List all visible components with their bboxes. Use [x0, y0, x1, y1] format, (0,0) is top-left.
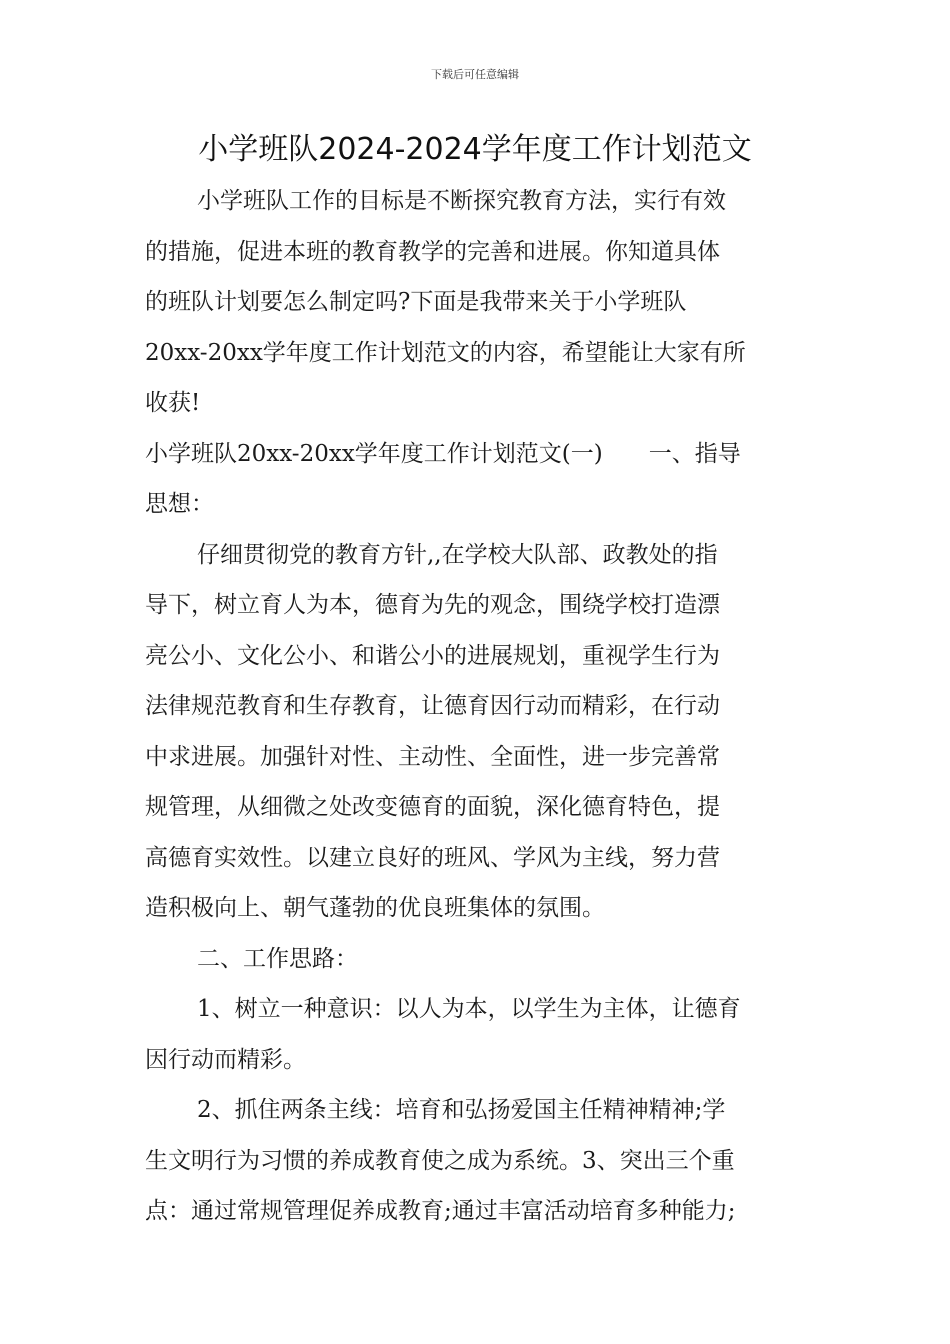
- body-line: 高德育实效性。以建立良好的班风、学风为主线，努力营: [145, 844, 720, 871]
- page-header-note: 下载后可任意编辑: [431, 68, 519, 81]
- body-line: 生文明行为习惯的养成教育使之成为系统。3、突出三个重: [145, 1147, 735, 1174]
- document-body: [145, 176, 807, 1237]
- body-line: 中求进展。加强针对性、主动性、全面性，进一步完善常: [145, 743, 720, 770]
- body-line: 的措施，促进本班的教育教学的完善和进展。你知道具体: [145, 238, 720, 265]
- section-heading: 二、工作思路：: [197, 945, 358, 972]
- body-line: 造积极向上、朝气蓬勃的优良班集体的氛围。: [145, 895, 605, 921]
- body-line: 亮公小、文化公小、和谐公小的进展规划，重视学生行为: [145, 642, 720, 669]
- body-line: 收获!: [145, 390, 201, 416]
- body-line: 因行动而精彩。: [145, 1046, 306, 1073]
- body-line: 法律规范教育和生存教育，让德育因行动而精彩，在行动: [145, 693, 720, 719]
- body-line: 点：通过常规管理促养成教育;通过丰富活动培育多种能力;: [145, 1198, 736, 1224]
- body-line: 1、树立一种意识：以人为本，以学生为主体，让德育: [197, 996, 741, 1022]
- body-line: 导下，树立育人为本，德育为先的观念，围绕学校打造漂: [145, 592, 720, 618]
- body-line: 小学班队20xx-20xx学年度工作计划范文(一) 一、指导: [145, 440, 741, 467]
- body-line: 的班队计划要怎么制定吗?下面是我带来关于小学班队: [145, 289, 687, 315]
- body-line: 仔细贯彻党的教育方针,,在学校大队部、政教处的指: [197, 541, 718, 568]
- body-line: 思想：: [145, 491, 214, 517]
- body-line: 20xx-20xx学年度工作计划范文的内容，希望能让大家有所: [145, 339, 746, 366]
- body-line: 小学班队工作的目标是不断探究教育方法，实行有效: [197, 188, 726, 214]
- body-line: 规管理，从细微之处改变德育的面貌，深化德育特色，提: [145, 794, 720, 820]
- body-line: 2、抓住两条主线：培育和弘扬爱国主任精神精神;学: [197, 1097, 726, 1123]
- document-title: 小学班队2024-2024学年度工作计划范文: [198, 132, 752, 167]
